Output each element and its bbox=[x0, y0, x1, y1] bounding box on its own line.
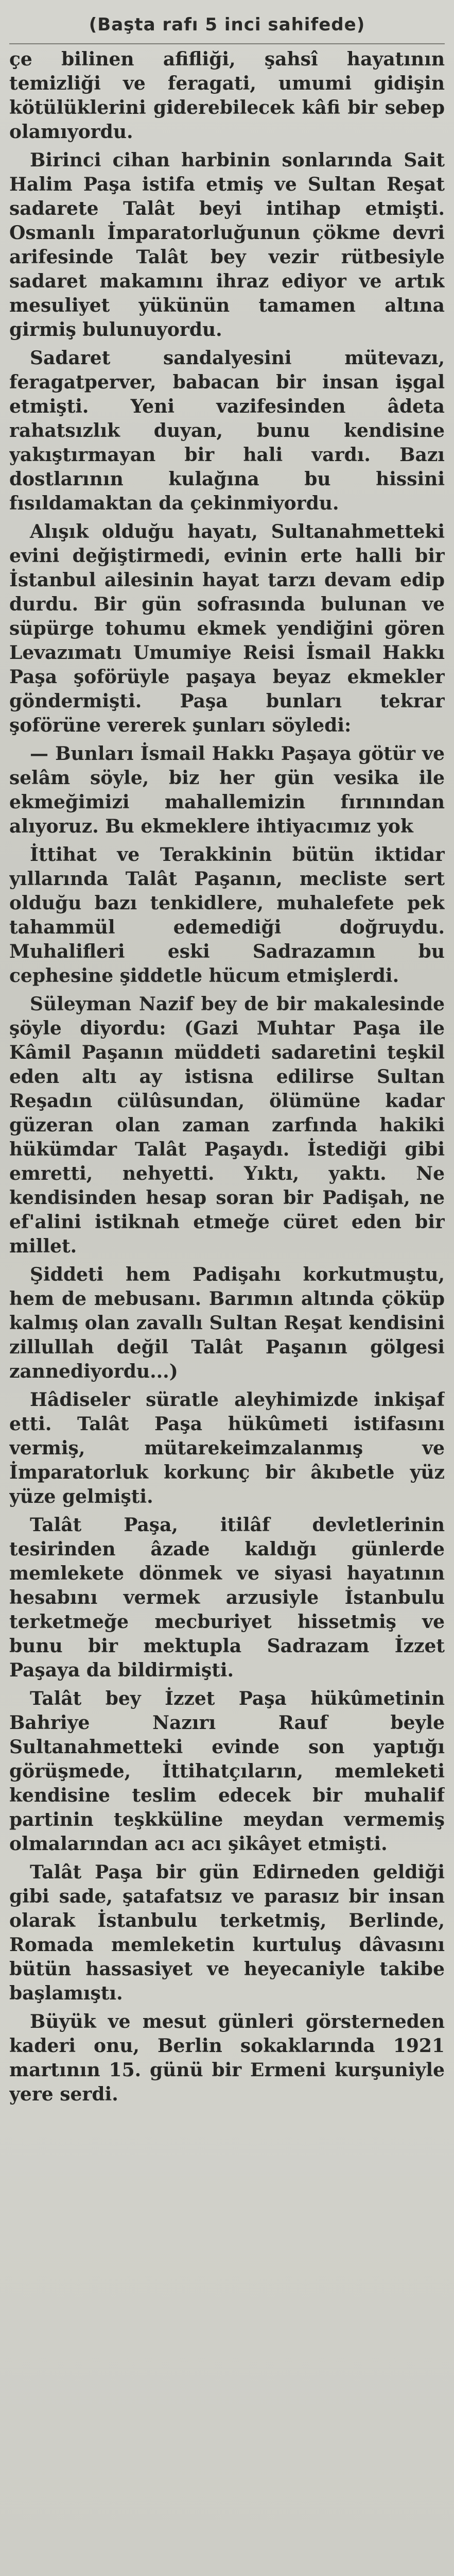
paragraph-9: Hâdiseler süratle aleyhimizde inkişaf etti. Talât Paşa hükûmeti istifasını vermiş, mütarekeimzalanmış ve İmparatorluk korkunç bir âkıbetle yüz yüze gelmişti. bbox=[9, 1389, 445, 1507]
paragraph-6: İttihat ve Terakkinin bütün iktidar yıllarında Talât Paşanın, mecliste sert olduğu bazı tenkidlere, muhalefete pek tahammül edemediği doğruydu. Muhalifleri eski Sadrazamın bu cephesine şiddetle hücum etmişlerdi. bbox=[9, 844, 445, 987]
paragraph-4: Alışık olduğu hayatı, Sultanahmetteki evini değiştirmedi, evinin erte halli bir İstanbul ailesinin hayat tarzı devam edip durdu. Bir gün sofrasında bulunan ve süpürge tohumu ekmek yendiğini gören Levazımatı Umumiye Reisi İsmail Hakkı Paşa şoförüyle paşaya beyaz ekmekler göndermişti. Paşa bunları tekrar şoförüne vererek şunları söyledi: bbox=[9, 521, 445, 736]
paragraph-13: Büyük ve mesut günleri görsterneden kaderi onu, Berlin sokaklarında 1921 martının 15. günü bir Ermeni kurşuniyle yere serdi. bbox=[9, 2011, 445, 2105]
article-column bbox=[9, 13, 445, 2576]
paragraph-12: Talât Paşa bir gün Edirneden geldiği gibi sade, şatafatsız ve parasız bir insan olarak İstanbulu terketmiş, Berlinde, Romada memleketin kurtuluş dâvasını bütün hassasiyet ve heyecaniyle takibe başlamıştı. bbox=[9, 1861, 445, 2004]
header-divider bbox=[9, 43, 445, 44]
paragraph-1: çe bilinen afifliği, şahsî hayatının temizliği ve feragati, umumi gidişin kötülüklerini giderebilecek kâfi bir sebep olamıyordu. bbox=[9, 48, 445, 143]
continuation-header: (Başta rafı 5 inci sahifede) bbox=[89, 14, 365, 35]
paragraph-5: — Bunları İsmail Hakkı Paşaya götür ve selâm söyle, biz her gün vesika ile ekmeğimizi mahallemizin fırınından alıyoruz. Bu ekmeklere ihtiyacımız yok bbox=[9, 743, 445, 837]
paragraph-10: Talât Paşa, itilâf devletlerinin tesirinden âzade kaldığı günlerde memlekete dönmek ve siyasi hayatının hesabını vermek arzusiyle İstanbulu terketmeğe mecburiyet hissetmiş ve bunu bir mektupla Sadrazam İzzet Paşaya da bildirmişti. bbox=[9, 1514, 445, 1681]
paragraph-11: Talât bey İzzet Paşa hükûmetinin Bahriye Nazırı Rauf beyle Sultanahmetteki evinde son yaptığı görüşmede, İttihatçıların, memleketi kendisine teslim edecek bir muhalif partinin teşkküline meydan vermemiş olmalarından acı acı şikâyet etmişti. bbox=[9, 1688, 445, 1855]
paragraph-7: Süleyman Nazif bey de bir makalesinde şöyle diyordu: (Gazi Muhtar Paşa ile Kâmil Paşanın müddeti sadaretini teşkil eden altı ay istisna edilirse Sultan Reşadın cülûsundan, ölümüne kadar güzeran olan zaman zarfında hakiki hükümdar Talât Paşaydı. İstediği gibi emretti, nehyetti. Yıktı, yaktı. Ne kendisinden hesap soran bir Padişah, ne ef'alini istiknah etmeğe cüret eden bir millet. bbox=[9, 993, 445, 1257]
paragraph-3: Sadaret sandalyesini mütevazı, feragatperver, babacan bir insan işgal etmişti. Yeni vazifesinden âdeta rahatsızlık duyan, bunu kendisine yakıştırmayan bir hali vardı. Bazı dostlarının kulağına bu hissini fısıldamaktan da çekinmiyordu. bbox=[9, 347, 445, 514]
paragraph-2: Birinci cihan harbinin sonlarında Sait Halim Paşa istifa etmiş ve Sultan Reşat sadarete Talât beyi intihap etmişti. Osmanlı İmparatorluğunun çökme devri arifesinde Talât bey vezir rütbesiyle sadaret makamını ihraz ediyor ve artık mesuliyet yükünün tamamen altına girmiş bulunuyordu. bbox=[9, 149, 445, 341]
paragraph-8: Şiddeti hem Padişahı korkutmuştu, hem de mebusanı. Barımın altında çöküp kalmış olan zavallı Sultan Reşat kendisini zillullah değil Talât Paşanın gölgesi zannediyordu...) bbox=[9, 1264, 445, 1382]
